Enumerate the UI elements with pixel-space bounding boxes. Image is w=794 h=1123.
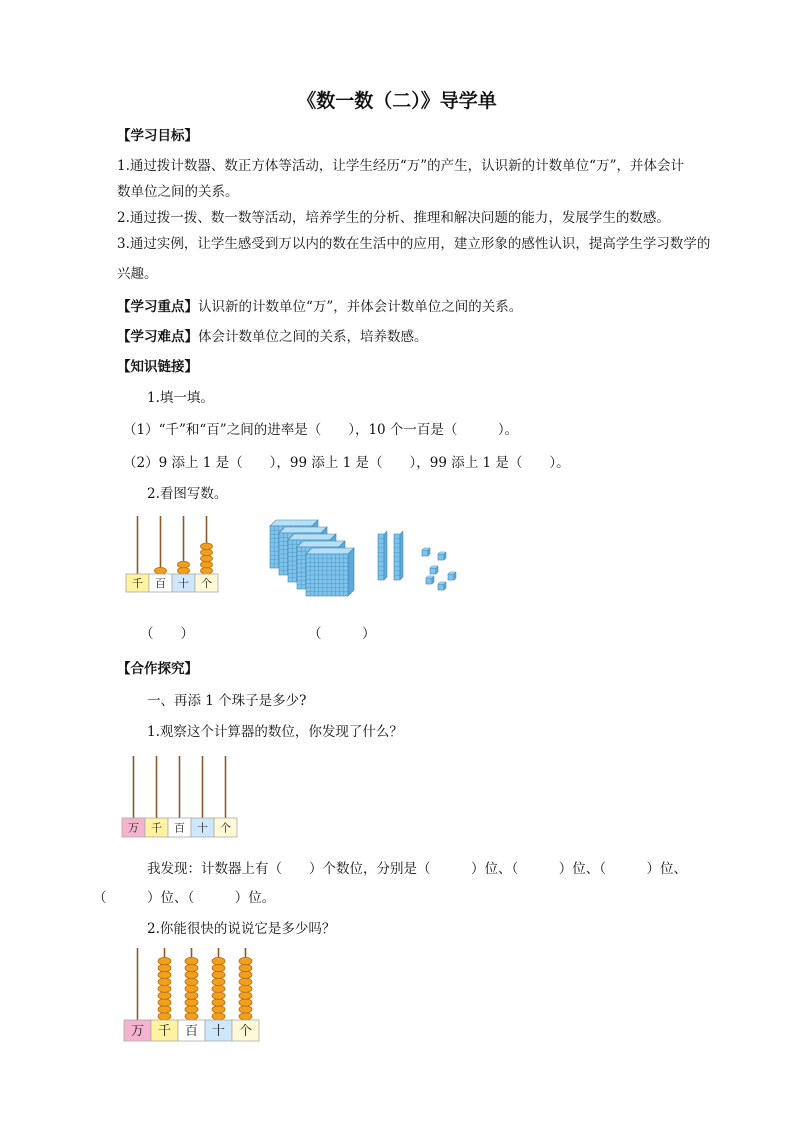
abacus-bead [212,992,225,999]
abacus-bead [185,985,198,992]
unit-cube [438,552,446,560]
place-label-text: 千 [157,1024,172,1040]
abacus-bead [239,964,252,971]
abacus-bead [239,971,252,978]
finding-line-2: （ ）位、（ ）位。 [93,890,276,906]
place-label-text: 十 [178,576,189,590]
knowledge-q2: 2.看图写数。 [147,486,228,502]
difficulty-row [117,325,428,345]
place-label-text: 千 [132,576,143,590]
place-label-text: 万 [128,821,139,835]
objective-line: 2.通过拨一拨、数一数等活动，培养学生的分析、推理和解决问题的能力，发展学生的数感。 [117,210,670,226]
abacus-bead [185,964,198,971]
abacus-bead [212,978,225,985]
hundred-flat [306,548,354,596]
abacus-bead [239,985,252,992]
objective-line: 数单位之间的关系。 [117,184,239,200]
key-point-text: 认识新的计数单位“万”，并体会计数单位之间的关系。 [198,299,523,315]
ten-rod [394,531,403,580]
abacus-bead [178,561,190,568]
abacus-bead [185,978,198,985]
abacus-bead [212,971,225,978]
abacus-bead [201,567,213,574]
objectives-heading: 【学习目标】 [117,128,198,144]
explore-heading: 【合作探究】 [117,661,198,677]
abacus-bead [212,1006,225,1013]
abacus-bead [185,1013,198,1020]
place-label-text: 千 [151,821,162,835]
abacus-bead [185,992,198,999]
unit-cube [438,582,446,590]
abacus-bead [185,1006,198,1013]
knowledge-heading: 【知识链接】 [117,359,198,375]
abacus-bead [158,985,171,992]
abacus-bead [201,549,213,556]
abacus-bead [155,567,167,574]
abacus-bead [239,957,252,964]
abacus-bead [158,964,171,971]
abacus-bead [212,985,225,992]
knowledge-q1b: （2）9 添上 1 是（ ），99 添上 1 是（ ），99 添上 1 是（ ）。 [123,455,570,471]
unit-cube [448,572,456,580]
knowledge-q1: 1.填一填。 [147,390,214,406]
place-label-text: 十 [211,1024,226,1040]
abacus-bead [239,1006,252,1013]
explore-part1: 一、再添 1 个珠子是多少? [147,693,307,709]
objective-line: 兴趣。 [117,266,158,282]
abacus-four-place [126,512,220,596]
abacus-bead [158,971,171,978]
abacus-bead [158,999,171,1006]
abacus-bead [185,999,198,1006]
abacus-bead [158,957,171,964]
finding-line-1: 我发现：计数器上有（ ）个数位，分别是（ ）位、（ ）位、（ ）位、 [147,861,687,877]
abacus-bead [239,992,252,999]
abacus-bead [201,561,213,568]
abacus-bead [158,978,171,985]
abacus-bead [239,1013,252,1020]
abacus-bead [212,999,225,1006]
difficulty-text: 体会计数单位之间的关系，培养数感。 [198,329,428,345]
abacus-bead [212,964,225,971]
abacus-bead [158,1006,171,1013]
explore-q2: 2.你能很快的说说它是多少吗？ [147,921,336,937]
abacus-bead [158,1013,171,1020]
abacus-bead [178,567,190,574]
place-label-text: 百 [174,821,185,835]
explore-q1: 1.观察这个计算器的数位，你发现了什么？ [147,724,403,740]
abacus-bead [201,543,213,550]
place-label-text: 个 [201,576,212,590]
objective-line: 1.通过拨计数器、数正方体等活动，让学生经历“万”的产生，认识新的计数单位“万”，并体会计 [117,158,684,174]
unit-cube [426,576,434,584]
knowledge-q1a: （1）“千”和“百”之间的进率是（ ），10 个一百是（ ）。 [123,422,519,438]
abacus-bead [239,999,252,1006]
unit-cube [430,566,438,574]
abacus-bead [185,957,198,964]
abacus-bead [212,957,225,964]
key-point-heading: 【学习重点】 [117,299,198,315]
abacus-bead [201,555,213,562]
place-label-text: 个 [238,1024,253,1040]
answer-blank-left: （ ） [140,626,194,642]
base-ten-blocks-picture [268,518,468,608]
answer-blank-right: （ ） [308,626,376,642]
difficulty-heading: 【学习难点】 [117,329,198,345]
objective-line: 3.通过实例，让学生感受到万以内的数在生活中的应用，建立形象的感性认识，提高学生学习数学的 [117,236,711,252]
abacus-bead [212,1013,225,1020]
abacus-bead [239,978,252,985]
place-label-text: 百 [155,576,166,590]
unit-cube [422,548,430,556]
abacus-five-place-empty [122,754,242,840]
abacus-bead [185,971,198,978]
abacus-bead [158,992,171,999]
place-label-text: 个 [220,821,231,835]
key-point-row [117,295,522,315]
page-title: 《数一数（二）》导学单 [297,90,497,112]
abacus-five-place-full [124,946,264,1046]
place-label-text: 万 [130,1024,145,1040]
ten-rod [378,531,387,580]
place-label-text: 十 [197,821,208,835]
place-label-text: 百 [184,1024,199,1040]
